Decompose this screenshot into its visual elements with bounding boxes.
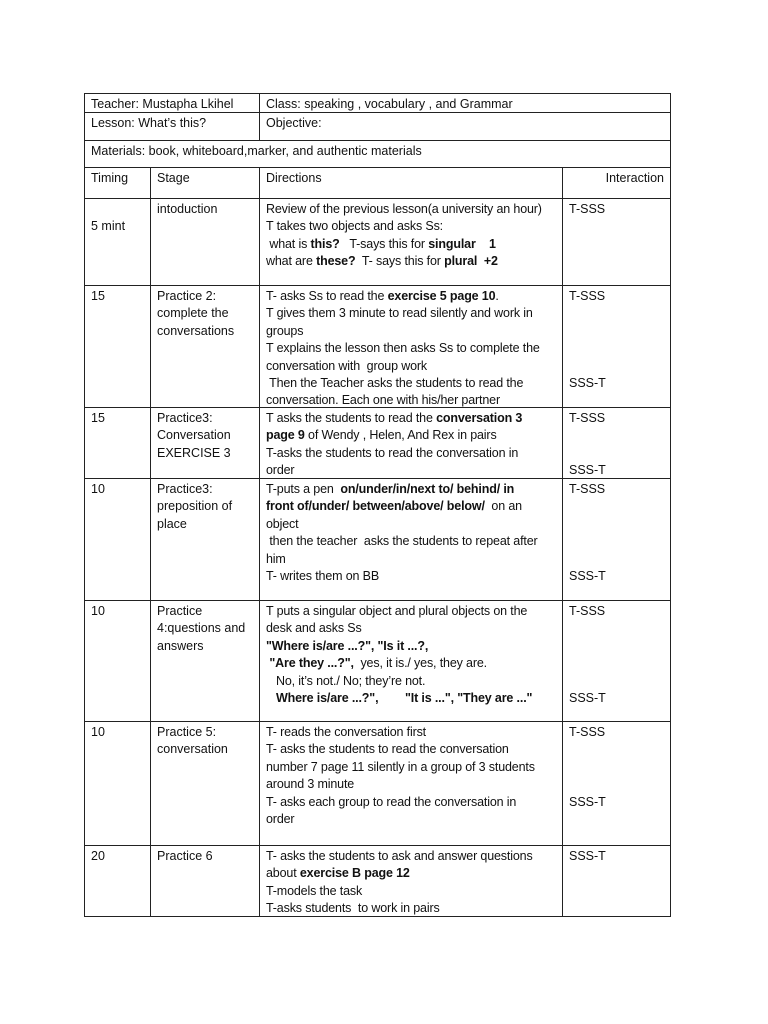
- directions-text: number 7 page 11 silently in a group of 3 students: [266, 759, 535, 774]
- interaction-text: T-SSS: [569, 202, 606, 216]
- timing-value-line: [91, 410, 144, 427]
- directions-text: desk and asks Ss: [266, 621, 362, 636]
- directions-line: [266, 551, 556, 568]
- directions-text: on an: [484, 499, 522, 514]
- interaction-value: [569, 724, 605, 741]
- directions-line: [266, 900, 556, 917]
- timing-cell: [84, 285, 151, 408]
- directions-text: T- reads the conversation first: [266, 725, 427, 739]
- timing-value: 15: [91, 289, 105, 303]
- directions-bold-text: this?: [310, 236, 340, 251]
- directions-text: T-says this for: [339, 236, 429, 251]
- directions-text: T gives them 3 minute to read silently and work in: [266, 306, 533, 321]
- timing-cell: [84, 845, 151, 917]
- timing-cell: [84, 478, 151, 601]
- interaction-value: [569, 462, 606, 479]
- directions-cell: [259, 845, 563, 917]
- stage-line: [157, 516, 253, 533]
- directions-text: around 3 minute: [266, 777, 355, 792]
- interaction-text: SSS-T: [569, 691, 606, 705]
- directions-text: order: [266, 463, 295, 478]
- directions-cell: [259, 478, 563, 601]
- stage-line: [157, 201, 253, 218]
- timing-value: 20: [91, 849, 105, 863]
- directions-text: T takes two objects and asks Ss:: [266, 219, 443, 234]
- stage-text: Practice 2:: [157, 289, 217, 303]
- directions-line: [266, 848, 556, 865]
- stage-cell: [150, 845, 260, 917]
- timing-value: 10: [91, 604, 105, 618]
- directions-line: [266, 533, 556, 550]
- stage-line: [157, 410, 253, 427]
- directions-line: [266, 673, 556, 690]
- directions-bold-text: conversation 3: [436, 411, 523, 425]
- stage-line: [157, 848, 253, 865]
- directions-text: T- writes them on BB: [266, 569, 380, 584]
- interaction-text: T-SSS: [569, 289, 606, 303]
- directions-text: .: [495, 289, 499, 303]
- directions-header-label: Directions: [266, 171, 322, 185]
- directions-text: T asks the students to read the: [266, 411, 437, 425]
- stage-text: answers: [157, 638, 204, 653]
- objective-label: Objective:: [266, 116, 322, 130]
- timing-value-line: [91, 218, 144, 235]
- directions-text: Review of the previous lesson(a university an hour): [266, 202, 542, 216]
- interaction-value: [569, 288, 605, 305]
- directions-text: T explains the lesson then asks Ss to complete the: [266, 341, 540, 356]
- directions-text: conversation with group work: [266, 358, 428, 373]
- interaction-text: SSS-T: [569, 376, 606, 390]
- stage-header: [150, 167, 260, 199]
- directions-line: [266, 201, 556, 218]
- lesson-cell: [84, 112, 260, 141]
- stage-line: [157, 603, 253, 620]
- timing-value: 5 mint: [91, 219, 126, 234]
- directions-line: [266, 603, 556, 620]
- interaction-cell: [562, 845, 671, 917]
- teacher-label: Teacher: Mustapha Lkihel: [91, 97, 234, 111]
- directions-text: No, it’s not./ No; they’re not.: [266, 673, 426, 688]
- directions-line: [266, 323, 556, 340]
- directions-text: T-asks students to work in pairs: [266, 901, 440, 916]
- directions-line: [266, 794, 556, 811]
- directions-text: about: [266, 866, 300, 881]
- interaction-value: [569, 848, 606, 865]
- directions-line: [266, 375, 556, 392]
- stage-text: Practice 6: [157, 849, 213, 863]
- directions-line: [266, 305, 556, 322]
- directions-bold-text: singular 1: [428, 236, 496, 251]
- interaction-header-label: Interaction: [605, 171, 664, 185]
- directions-text: T puts a singular object and plural objects on the: [266, 604, 528, 618]
- interaction-header: [562, 167, 671, 199]
- timing-value: 15: [91, 411, 105, 425]
- stage-line: [157, 741, 253, 758]
- stage-line: [157, 288, 253, 305]
- directions-line: [266, 811, 556, 828]
- directions-line: [266, 638, 556, 655]
- interaction-value: [569, 410, 605, 427]
- directions-line: [266, 741, 556, 758]
- stage-text: Practice 5:: [157, 725, 217, 739]
- directions-line: [266, 776, 556, 793]
- interaction-value: [569, 603, 605, 620]
- directions-text: what are: [266, 254, 317, 269]
- directions-cell: [259, 198, 563, 286]
- directions-cell: [259, 721, 563, 846]
- directions-line: [266, 236, 556, 253]
- directions-text: T- asks each group to read the conversation in: [266, 794, 517, 809]
- lesson-label: Lesson: What’s this?: [91, 116, 207, 130]
- directions-bold-text: on/under/in/next to/ behind/ in: [340, 482, 515, 496]
- directions-text: object: [266, 516, 299, 531]
- stage-text: intoduction: [157, 202, 218, 216]
- timing-value-line: [91, 288, 144, 305]
- directions-bold-text: front of/under/ between/above/ below/: [266, 499, 485, 514]
- stage-line: [157, 323, 253, 340]
- stage-line: [157, 724, 253, 741]
- stage-line: [157, 638, 253, 655]
- directions-text: T-asks the students to read the conversation in: [266, 445, 519, 460]
- stage-text: preposition of: [157, 499, 233, 514]
- stage-line: [157, 498, 253, 515]
- directions-cell: [259, 407, 563, 479]
- directions-cell: [259, 285, 563, 408]
- timing-value-line: [91, 848, 144, 865]
- directions-line: [266, 288, 556, 305]
- interaction-cell: [562, 600, 671, 722]
- timing-header-label: Timing: [91, 171, 129, 185]
- stage-cell: [150, 285, 260, 408]
- directions-line: [266, 427, 556, 444]
- interaction-value: [569, 690, 606, 707]
- directions-line: [266, 445, 556, 462]
- directions-text: T- asks the students to read the conversation: [266, 742, 509, 757]
- directions-bold-text: "Where is/are ...?", "Is it ...?,: [266, 638, 429, 653]
- directions-line: [266, 655, 556, 672]
- timing-cell: [84, 721, 151, 846]
- stage-header-label: Stage: [157, 171, 190, 185]
- directions-line: [266, 620, 556, 637]
- interaction-text: SSS-T: [569, 794, 606, 809]
- stage-cell: [150, 721, 260, 846]
- timing-cell: [84, 600, 151, 722]
- timing-value: 10: [91, 482, 105, 496]
- directions-bold-text: exercise B page 12: [299, 866, 410, 881]
- directions-text: conversation. Each one with his/her partner: [266, 393, 500, 408]
- directions-line: [266, 516, 556, 533]
- interaction-text: SSS-T: [569, 569, 606, 583]
- interaction-value: [569, 201, 605, 218]
- stage-text: conversation: [157, 742, 228, 757]
- stage-line: [157, 305, 253, 322]
- directions-text: him: [266, 551, 286, 566]
- interaction-cell: [562, 285, 671, 408]
- stage-line: [157, 481, 253, 498]
- class-label: Class: speaking , vocabulary , and Grammar: [266, 97, 513, 111]
- interaction-value: [569, 375, 606, 392]
- stage-text: Conversation: [157, 428, 231, 443]
- directions-line: [266, 690, 556, 707]
- interaction-text: SSS-T: [569, 463, 606, 478]
- directions-text: of Wendy , Helen, And Rex in pairs: [304, 428, 497, 443]
- directions-bold-text: these?: [316, 254, 356, 269]
- stage-line: [157, 445, 253, 462]
- interaction-value: [569, 481, 605, 498]
- directions-line: [266, 392, 556, 408]
- directions-line: [266, 340, 556, 357]
- timing-value: 10: [91, 725, 105, 739]
- directions-text: T- asks Ss to read the: [266, 289, 388, 303]
- interaction-cell: [562, 721, 671, 846]
- stage-text: complete the: [157, 306, 229, 321]
- directions-text: then the teacher asks the students to repeat after: [266, 534, 538, 549]
- timing-cell: [84, 407, 151, 479]
- interaction-text: T-SSS: [569, 411, 606, 425]
- stage-text: Practice3:: [157, 411, 213, 425]
- materials-cell: [84, 140, 671, 168]
- interaction-text: T-SSS: [569, 725, 606, 739]
- timing-value-line: [91, 481, 144, 498]
- class-cell: [259, 93, 671, 113]
- directions-line: [266, 358, 556, 375]
- stage-text: Practice: [157, 604, 203, 618]
- directions-text: T- asks the students to ask and answer questions: [266, 849, 533, 863]
- directions-line: [266, 218, 556, 235]
- interaction-text: T-SSS: [569, 604, 606, 618]
- interaction-value: [569, 794, 606, 811]
- interaction-cell: [562, 478, 671, 601]
- stage-text: conversations: [157, 323, 235, 338]
- timing-value-line: [91, 603, 144, 620]
- timing-cell: [84, 198, 151, 286]
- directions-text: what is: [266, 236, 311, 251]
- directions-line: [266, 462, 556, 479]
- stage-cell: [150, 478, 260, 601]
- directions-cell: [259, 600, 563, 722]
- interaction-value: [569, 568, 606, 585]
- stage-text: 4:questions and: [157, 621, 246, 636]
- directions-line: [266, 759, 556, 776]
- stage-cell: [150, 600, 260, 722]
- directions-line: [266, 498, 556, 515]
- directions-bold-text: exercise 5 page 10: [387, 289, 496, 303]
- timing-value-line: [91, 724, 144, 741]
- directions-line: [266, 481, 556, 498]
- stage-text: EXERCISE 3: [157, 445, 231, 460]
- stage-line: [157, 427, 253, 444]
- directions-bold-text: plural +2: [444, 254, 498, 269]
- directions-bold-text: page 9: [266, 428, 305, 443]
- directions-line: [266, 883, 556, 900]
- directions-line: [266, 724, 556, 741]
- stage-line: [157, 620, 253, 637]
- directions-text: yes, it is./ yes, they are.: [353, 656, 487, 671]
- directions-text: order: [266, 812, 295, 827]
- timing-header: [84, 167, 151, 199]
- directions-text: groups: [266, 323, 304, 338]
- directions-header: [259, 167, 563, 199]
- stage-text: place: [157, 516, 187, 531]
- directions-line: [266, 568, 556, 585]
- directions-text: T-models the task: [266, 883, 363, 898]
- interaction-cell: [562, 407, 671, 479]
- interaction-text: SSS-T: [569, 849, 606, 863]
- directions-bold-text: Where is/are ...?", "It is ...", "They are ...": [266, 691, 533, 706]
- interaction-cell: [562, 198, 671, 286]
- stage-text: Practice3:: [157, 482, 213, 496]
- directions-line: [266, 253, 556, 270]
- objective-cell: [259, 112, 671, 141]
- interaction-text: T-SSS: [569, 482, 606, 496]
- directions-line: [266, 865, 556, 882]
- teacher-cell: [84, 93, 260, 113]
- directions-bold-text: "Are they ...?",: [266, 656, 354, 671]
- directions-text: Then the Teacher asks the students to read the: [266, 376, 524, 391]
- materials-label: Materials: book, whiteboard,marker, and authentic materials: [91, 144, 422, 158]
- directions-line: [266, 410, 556, 427]
- directions-text: T-puts a pen: [266, 482, 341, 496]
- stage-cell: [150, 407, 260, 479]
- stage-cell: [150, 198, 260, 286]
- directions-text: T- says this for: [355, 254, 445, 269]
